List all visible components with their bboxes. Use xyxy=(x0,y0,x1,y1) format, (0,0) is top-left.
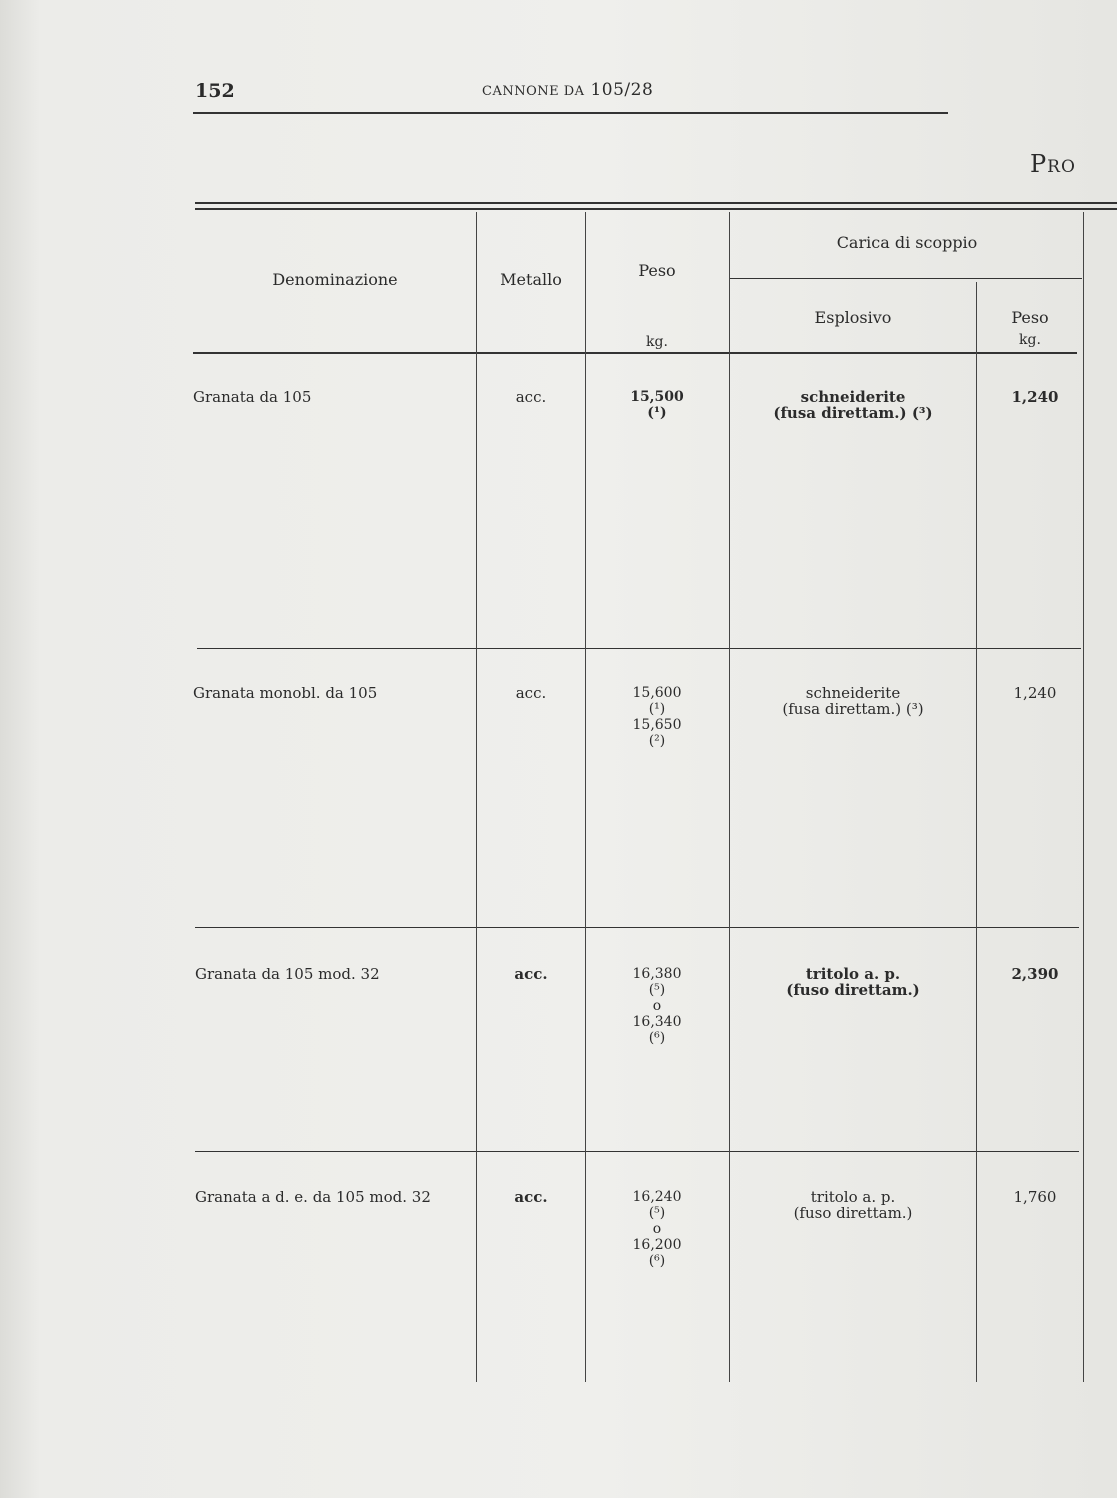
row-4-metallo: acc. xyxy=(514,1188,548,1206)
row-3-esplosivo xyxy=(731,966,975,998)
row-1-esplosivo xyxy=(731,389,975,421)
row-1-peso-carica: 1,240 xyxy=(1011,388,1059,406)
col-header-esplosivo: Esplosivo xyxy=(814,308,892,327)
row-4-esplosivo-name: tritolo a. p. xyxy=(810,1188,896,1206)
row-divider-3 xyxy=(195,1151,1079,1152)
row-1-esplosivo-note: (fusa direttam.) (³) xyxy=(773,404,933,422)
col-rule-5 xyxy=(1083,212,1084,1382)
row-4-peso-line-5: (⁶) xyxy=(648,1253,666,1269)
row-2-peso-line-3: 15,650 xyxy=(632,717,682,733)
row-2-denominazione: Granata monobl. da 105 xyxy=(193,684,378,702)
row-3-esplosivo-note: (fuso direttam.) xyxy=(786,981,920,999)
row-1-denominazione: Granata da 105 xyxy=(193,388,312,406)
row-2-peso-line-2: (¹) xyxy=(648,701,666,717)
row-2-metallo: acc. xyxy=(515,684,547,702)
col-rule-3 xyxy=(729,212,730,1382)
col-rule-1 xyxy=(476,212,477,1382)
row-1-esplosivo-name: schneiderite xyxy=(800,388,906,406)
row-4-peso-line-3: o xyxy=(652,1221,662,1237)
row-3-esplosivo-name: tritolo a. p. xyxy=(805,965,901,983)
row-1-peso-line-1: 15,500 xyxy=(630,389,684,405)
col-header-denominazione: Denominazione xyxy=(272,270,398,289)
row-3-metallo: acc. xyxy=(514,965,548,983)
side-heading xyxy=(1030,150,1076,178)
carica-sub-rule xyxy=(730,278,1082,279)
row-4-peso-line-1: 16,240 xyxy=(632,1189,682,1205)
row-3-peso xyxy=(587,966,727,1046)
page-number: 152 xyxy=(195,80,235,102)
header-rule xyxy=(193,112,948,114)
row-4-esplosivo-note: (fuso direttam.) xyxy=(793,1204,913,1222)
row-divider-2 xyxy=(195,927,1079,928)
running-title-number: 105/28 xyxy=(590,80,654,100)
row-3-peso-carica: 2,390 xyxy=(1011,965,1059,983)
row-2-esplosivo-note: (fusa direttam.) (³) xyxy=(782,700,924,718)
row-3-peso-line-3: o xyxy=(652,998,662,1014)
row-2-peso-line-1: 15,600 xyxy=(632,685,682,701)
row-1-metallo: acc. xyxy=(515,388,547,406)
col-header-metallo: Metallo xyxy=(500,270,562,289)
row-3-denominazione: Granata da 105 mod. 32 xyxy=(195,965,380,983)
col-header-peso-carica: Peso xyxy=(1011,308,1049,327)
row-4-peso xyxy=(587,1189,727,1269)
col-header-peso-unit: kg. xyxy=(646,334,668,350)
row-1-peso xyxy=(587,389,727,421)
side-heading-rest: RO xyxy=(1047,157,1076,177)
col-header-peso-carica-unit: kg. xyxy=(1019,332,1041,348)
row-4-denominazione: Granata a d. e. da 105 mod. 32 xyxy=(195,1188,431,1206)
header-bottom-rule xyxy=(193,352,1077,354)
row-1-peso-line-2: (¹) xyxy=(647,405,667,421)
col-header-carica: Carica di scoppio xyxy=(836,233,978,252)
table-top-rule-2 xyxy=(195,208,1117,210)
row-divider-1 xyxy=(197,648,1081,649)
row-2-esplosivo-name: schneiderite xyxy=(805,684,901,702)
col-rule-2 xyxy=(585,212,586,1382)
row-2-peso xyxy=(587,685,727,749)
row-4-peso-line-4: 16,200 xyxy=(632,1237,682,1253)
running-title xyxy=(482,80,653,100)
row-2-peso-line-4: (²) xyxy=(648,733,666,749)
table-top-rule xyxy=(195,202,1117,204)
row-3-peso-line-4: 16,340 xyxy=(632,1014,682,1030)
row-3-peso-line-1: 16,380 xyxy=(632,966,682,982)
row-4-peso-line-2: (⁵) xyxy=(648,1205,666,1221)
col-header-peso: Peso xyxy=(638,261,676,280)
row-3-peso-line-2: (⁵) xyxy=(648,982,666,998)
row-4-peso-carica: 1,760 xyxy=(1013,1188,1057,1206)
row-3-peso-line-5: (⁶) xyxy=(648,1030,666,1046)
col-rule-4 xyxy=(976,282,977,1382)
row-2-peso-carica: 1,240 xyxy=(1013,684,1057,702)
running-title-prefix: CANNONE DA xyxy=(482,84,585,99)
row-4-esplosivo xyxy=(731,1189,975,1221)
row-2-esplosivo xyxy=(731,685,975,717)
side-heading-initial: P xyxy=(1030,150,1048,178)
